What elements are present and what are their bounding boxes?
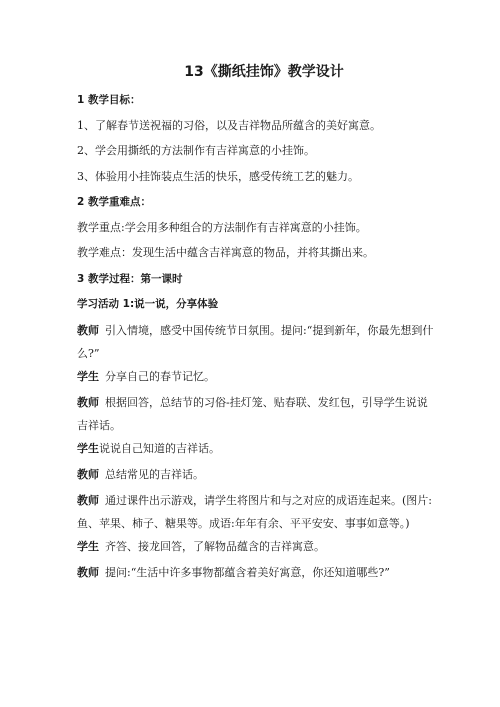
section-heading-process: 3 教学过程：第一课时 [77, 272, 183, 285]
dialogue-line [77, 489, 437, 535]
dialogue-line [77, 319, 437, 365]
activity-heading: 学习活动 1:说一说，分享体验 [77, 298, 219, 310]
dialogue-text: 通过课件出示游戏，请学生将图片和与之对应的成语连起来。(图片:鱼、苹果、柿子、糖果等。成语:年年有余、平平安安、事事如意等。) [77, 494, 432, 530]
dialogue-text: 齐答、接龙回答，了解物品蕴含的吉祥寓意。 [105, 540, 325, 553]
dialogue-text: 提问:“生活中许多事物都蕴含着美好寓意，你还知道哪些?” [105, 565, 390, 579]
section-heading-key-points: 2 教学重难点： [77, 196, 151, 208]
dialogue-line [77, 467, 437, 483]
speaker-label: 教师 [77, 494, 99, 507]
dialogue-text: 根据回答，总结节的习俗-挂灯笼、贴春联、发红包，引导学生说说吉祥话。 [77, 396, 428, 432]
speaker-label: 学生 [77, 369, 99, 383]
dialogue-line [77, 391, 437, 437]
document-title: 13《撕纸挂饰》教学设计 [184, 64, 344, 80]
section-heading-objectives: 1 教学目标： [77, 94, 141, 106]
dialogue-line [77, 441, 437, 457]
dialogue-text: 分享自己的春节记忆。 [105, 369, 215, 383]
objective-2: 2、学会用撕纸的方法制作有吉祥寓意的小挂饰。 [77, 144, 315, 157]
document-page [77, 62, 437, 590]
speaker-label: 教师 [77, 467, 99, 481]
speaker-label: 教师 [77, 323, 99, 337]
speaker-label: 教师 [77, 396, 99, 409]
dialogue-line [77, 539, 437, 555]
speaker-label: 学生 [77, 540, 99, 553]
key-point: 教学重点:学会用多种组合的方法制作有吉祥寓意的小挂饰。 [77, 220, 367, 234]
dialogue-text: 引入情境，感受中国传统节日氛围。提问:“提到新年，你最先想到什么?” [77, 323, 434, 360]
dialogue-text: 总结常见的吉祥话。 [105, 467, 204, 481]
dialogue-line [77, 565, 437, 581]
dialogue-line [77, 369, 437, 385]
objective-1: 1、了解春节送祝福的习俗，以及吉祥物品所蕴含的美好寓意。 [77, 118, 381, 132]
speaker-label: 学生 [77, 442, 99, 455]
difficult-point: 教学难点：发现生活中蕴含吉祥寓意的物品，并将其撕出来。 [77, 246, 374, 259]
speaker-label: 教师 [77, 565, 99, 579]
dialogue-text: 说说自己知道的吉祥话。 [99, 442, 220, 455]
objective-3: 3、体验用小挂饰装点生活的快乐，感受传统工艺的魅力。 [77, 169, 359, 183]
